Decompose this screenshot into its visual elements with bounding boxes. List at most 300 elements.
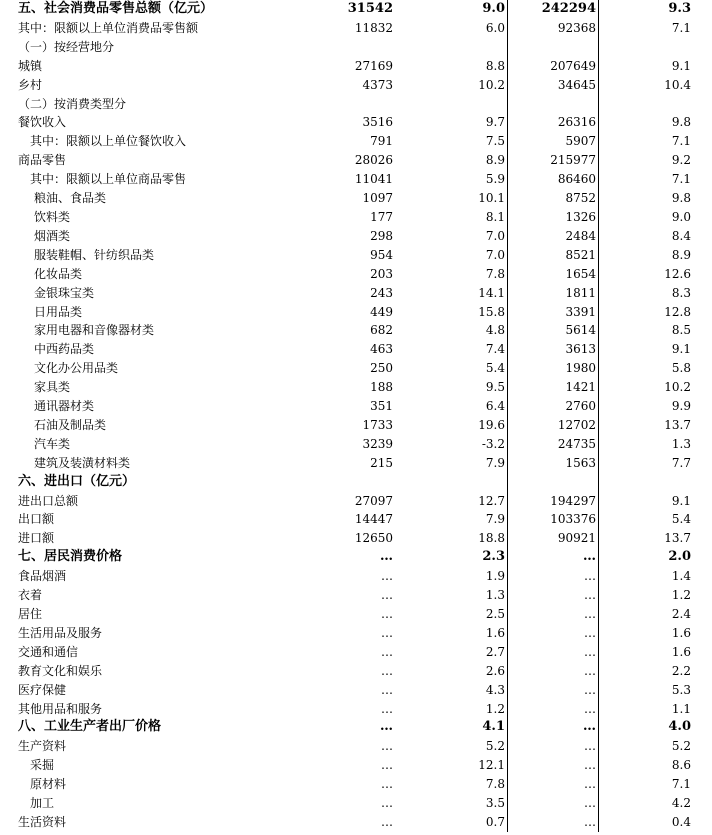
- table-row: [0, 76, 712, 95]
- current-value-cell: 351: [370, 399, 393, 414]
- cumulative-growth-cell: 4.2: [599, 794, 694, 813]
- table-row: [0, 170, 712, 189]
- current-value-cell: 27169: [354, 58, 393, 73]
- spacer-cell: [693, 718, 712, 737]
- table-row: [0, 624, 712, 643]
- spacer-cell: [693, 548, 712, 567]
- cumulative-growth-cell: 9.2: [599, 151, 694, 170]
- table-row: [0, 756, 712, 775]
- cumulative-growth-cell: 8.4: [599, 227, 694, 246]
- current-growth-cell: 15.8: [395, 303, 508, 322]
- spacer-cell: [693, 95, 712, 114]
- cumulative-value-cell: 90921: [557, 531, 596, 546]
- table-row: [0, 454, 712, 473]
- current-value-cell: 188: [370, 380, 393, 395]
- spacer-cell: [693, 151, 712, 170]
- row-label: 其中：限额以上单位消费品零售额: [18, 20, 199, 35]
- table-row: [0, 113, 712, 132]
- table-row: [0, 737, 712, 756]
- table-row: [0, 95, 712, 114]
- cumulative-growth-cell: 1.1: [599, 700, 694, 719]
- row-label: 服装鞋帽、针纺织品类: [34, 247, 155, 262]
- current-growth-cell: 7.0: [395, 227, 508, 246]
- spacer-cell: [693, 57, 712, 76]
- current-growth-cell: 6.4: [395, 397, 508, 416]
- spacer-cell: [693, 284, 712, 303]
- spacer-cell: [693, 567, 712, 586]
- cumulative-growth-cell: 2.4: [599, 605, 694, 624]
- cumulative-growth-cell: 12.6: [599, 265, 694, 284]
- table-row: [0, 681, 712, 700]
- row-label: 其中：限额以上单位商品零售: [30, 172, 187, 187]
- cumulative-growth-cell: 8.3: [599, 284, 694, 303]
- cumulative-growth-cell: 2.2: [599, 662, 694, 681]
- current-value-cell: …: [381, 607, 393, 621]
- spacer-cell: [693, 700, 712, 719]
- row-label: 汽车类: [34, 436, 71, 451]
- cumulative-growth-cell: 7.1: [599, 775, 694, 794]
- spacer-cell: [693, 0, 712, 19]
- spacer-cell: [693, 19, 712, 38]
- row-label: 中西药品类: [34, 342, 95, 357]
- current-value-cell: …: [381, 625, 393, 640]
- spacer-cell: [693, 435, 712, 454]
- row-label: 日用品类: [34, 304, 83, 319]
- cumulative-growth-cell: 9.3: [599, 0, 694, 19]
- spacer-cell: [693, 737, 712, 756]
- current-growth-cell: 7.8: [395, 265, 508, 284]
- cumulative-value-cell: 242294: [541, 1, 596, 16]
- row-label: 化妆品类: [34, 266, 83, 281]
- table-row: [0, 492, 712, 511]
- cumulative-value-cell: 3613: [565, 342, 596, 357]
- row-label: 城镇: [18, 58, 43, 73]
- current-value-cell: 203: [370, 266, 393, 281]
- cumulative-value-cell: [508, 95, 599, 114]
- current-growth-cell: 1.6: [395, 624, 508, 643]
- cumulative-value-cell: 3391: [565, 304, 596, 319]
- row-label: 八、工业生产者出厂价格: [18, 719, 162, 735]
- row-label: 饮料类: [34, 209, 71, 224]
- spacer-cell: [693, 113, 712, 132]
- cumulative-value-cell: 215977: [550, 153, 596, 168]
- cumulative-value-cell: 1421: [565, 380, 596, 395]
- row-label: 交通和通信: [18, 644, 79, 659]
- cumulative-growth-cell: 5.2: [599, 737, 694, 756]
- spacer-cell: [693, 794, 712, 813]
- cumulative-growth-cell: 10.4: [599, 76, 694, 95]
- current-value-cell: 177: [370, 209, 393, 224]
- table-row: [0, 662, 712, 681]
- current-value-cell: 14447: [354, 512, 393, 527]
- row-label: 其中：限额以上单位餐饮收入: [30, 134, 187, 149]
- spacer-cell: [693, 38, 712, 57]
- current-growth-cell: 8.8: [395, 57, 508, 76]
- current-growth-cell: 8.9: [395, 151, 508, 170]
- current-growth-cell: 0.7: [395, 813, 508, 832]
- current-value-cell: 449: [370, 304, 393, 319]
- current-value-cell: …: [380, 549, 393, 565]
- current-value-cell: 463: [370, 342, 393, 357]
- current-value-cell: …: [381, 663, 393, 678]
- current-growth-cell: 14.1: [395, 284, 508, 303]
- cumulative-value-cell: 207649: [550, 58, 596, 73]
- current-growth-cell: 19.6: [395, 416, 508, 435]
- spacer-cell: [693, 510, 712, 529]
- spacer-cell: [693, 681, 712, 700]
- row-label: 加工: [30, 796, 55, 811]
- cumulative-growth-cell: 9.9: [599, 397, 694, 416]
- cumulative-growth-cell: 5.3: [599, 681, 694, 700]
- cumulative-growth-cell: 9.0: [599, 208, 694, 227]
- current-value-cell: …: [381, 569, 393, 584]
- cumulative-value-cell: 8752: [565, 191, 596, 206]
- spacer-cell: [693, 265, 712, 284]
- cumulative-value-cell: …: [584, 607, 596, 621]
- cumulative-growth-cell: 9.1: [599, 57, 694, 76]
- cumulative-growth-cell: 9.1: [599, 492, 694, 511]
- row-label: 进口额: [18, 531, 55, 546]
- current-value-cell: 28026: [354, 153, 393, 168]
- table-row: [0, 19, 712, 38]
- current-growth-cell: -3.2: [395, 435, 508, 454]
- row-label: （一）按经营地分: [18, 39, 115, 54]
- current-growth-cell: 2.3: [395, 548, 508, 567]
- row-label: 家具类: [34, 380, 71, 395]
- spacer-cell: [693, 359, 712, 378]
- spacer-cell: [693, 605, 712, 624]
- row-label: 建筑及装潢材料类: [34, 455, 131, 470]
- current-growth-cell: 5.4: [395, 359, 508, 378]
- current-growth-cell: 9.7: [395, 113, 508, 132]
- current-value-cell: [292, 473, 395, 492]
- row-label: 食品烟酒: [18, 569, 67, 584]
- cumulative-value-cell: …: [583, 719, 596, 735]
- table-row: [0, 38, 712, 57]
- table-row: [0, 548, 712, 567]
- current-growth-cell: 4.8: [395, 321, 508, 340]
- cumulative-growth-cell: 8.5: [599, 321, 694, 340]
- current-growth-cell: 12.7: [395, 492, 508, 511]
- cumulative-growth-cell: [599, 95, 694, 114]
- spacer-cell: [693, 529, 712, 548]
- cumulative-growth-cell: 7.1: [599, 132, 694, 151]
- cumulative-growth-cell: 13.7: [599, 416, 694, 435]
- table-row: [0, 246, 712, 265]
- table-row: [0, 57, 712, 76]
- current-growth-cell: 10.1: [395, 189, 508, 208]
- cumulative-value-cell: [508, 473, 599, 492]
- table-row: [0, 813, 712, 832]
- cumulative-value-cell: 86460: [557, 172, 596, 187]
- table-row: [0, 416, 712, 435]
- current-value-cell: 215: [370, 455, 393, 470]
- table-row: [0, 435, 712, 454]
- spacer-cell: [693, 208, 712, 227]
- current-growth-cell: [395, 473, 508, 492]
- current-growth-cell: 2.5: [395, 605, 508, 624]
- current-value-cell: …: [380, 719, 393, 735]
- cumulative-growth-cell: 1.4: [599, 567, 694, 586]
- current-value-cell: 11041: [354, 172, 393, 187]
- row-label: 烟酒类: [34, 228, 71, 243]
- spacer-cell: [693, 586, 712, 605]
- row-label: 金银珠宝类: [34, 285, 95, 300]
- row-label: 七、居民消费价格: [18, 549, 123, 565]
- current-growth-cell: 8.1: [395, 208, 508, 227]
- row-label: 教育文化和娱乐: [18, 663, 103, 678]
- spacer-cell: [693, 643, 712, 662]
- spacer-cell: [693, 189, 712, 208]
- cumulative-growth-cell: 8.9: [599, 246, 694, 265]
- current-value-cell: …: [381, 682, 393, 697]
- cumulative-value-cell: 12702: [557, 417, 596, 432]
- table-row: [0, 359, 712, 378]
- current-value-cell: 682: [370, 323, 393, 338]
- current-value-cell: 12650: [354, 531, 393, 546]
- cumulative-growth-cell: 1.6: [599, 643, 694, 662]
- cumulative-value-cell: …: [583, 549, 596, 565]
- cumulative-value-cell: 194297: [550, 493, 596, 508]
- row-label: 居住: [18, 607, 43, 621]
- cumulative-growth-cell: [599, 38, 694, 57]
- current-value-cell: 954: [370, 247, 393, 262]
- row-label: 粮油、食品类: [34, 191, 107, 206]
- table-row: [0, 378, 712, 397]
- cumulative-value-cell: 1980: [565, 361, 596, 376]
- current-growth-cell: 7.8: [395, 775, 508, 794]
- cumulative-growth-cell: 5.8: [599, 359, 694, 378]
- cumulative-value-cell: 2760: [565, 399, 596, 414]
- cumulative-value-cell: …: [584, 569, 596, 584]
- current-value-cell: 1097: [362, 191, 393, 206]
- current-value-cell: [292, 95, 395, 114]
- cumulative-value-cell: 5907: [565, 134, 596, 149]
- current-value-cell: …: [381, 644, 393, 659]
- current-value-cell: …: [381, 758, 393, 773]
- current-growth-cell: 6.0: [395, 19, 508, 38]
- row-label: 生活资料: [18, 814, 67, 829]
- cumulative-value-cell: …: [584, 739, 596, 754]
- current-value-cell: 3516: [362, 115, 393, 130]
- current-growth-cell: 10.2: [395, 76, 508, 95]
- spacer-cell: [693, 397, 712, 416]
- cumulative-value-cell: …: [584, 777, 596, 792]
- row-label: 石油及制品类: [34, 417, 107, 432]
- table-row: [0, 700, 712, 719]
- spacer-cell: [693, 813, 712, 832]
- row-label: 通讯器材类: [34, 399, 95, 414]
- spacer-cell: [693, 662, 712, 681]
- table-row: [0, 643, 712, 662]
- cumulative-growth-cell: 1.3: [599, 435, 694, 454]
- row-label: 乡村: [18, 77, 43, 92]
- cumulative-value-cell: 103376: [550, 512, 596, 527]
- row-label: 采掘: [30, 758, 55, 773]
- current-growth-cell: [395, 95, 508, 114]
- cumulative-value-cell: …: [584, 814, 596, 829]
- table-row: [0, 510, 712, 529]
- cumulative-value-cell: …: [584, 588, 596, 603]
- row-label: 生活用品及服务: [18, 625, 103, 640]
- current-value-cell: 243: [370, 285, 393, 300]
- cumulative-growth-cell: 5.4: [599, 510, 694, 529]
- row-label: 文化办公用品类: [34, 361, 119, 376]
- current-growth-cell: 5.2: [395, 737, 508, 756]
- table-row: [0, 303, 712, 322]
- cumulative-growth-cell: 9.8: [599, 189, 694, 208]
- spacer-cell: [693, 756, 712, 775]
- spacer-cell: [693, 303, 712, 322]
- current-growth-cell: 18.8: [395, 529, 508, 548]
- table-row: [0, 794, 712, 813]
- table-row: [0, 321, 712, 340]
- cumulative-value-cell: 8521: [565, 247, 596, 262]
- row-label: 其他用品和服务: [18, 701, 103, 716]
- cumulative-growth-cell: 8.6: [599, 756, 694, 775]
- current-growth-cell: 1.9: [395, 567, 508, 586]
- current-value-cell: 791: [370, 134, 393, 149]
- cumulative-growth-cell: 10.2: [599, 378, 694, 397]
- cumulative-growth-cell: 9.1: [599, 340, 694, 359]
- current-growth-cell: 9.5: [395, 378, 508, 397]
- current-value-cell: [292, 38, 395, 57]
- cumulative-growth-cell: 0.4: [599, 813, 694, 832]
- spacer-cell: [693, 624, 712, 643]
- cumulative-growth-cell: 1.2: [599, 586, 694, 605]
- spacer-cell: [693, 775, 712, 794]
- current-value-cell: 298: [370, 228, 393, 243]
- row-label: 生产资料: [18, 739, 67, 754]
- current-growth-cell: 7.4: [395, 340, 508, 359]
- cumulative-value-cell: 1811: [565, 285, 596, 300]
- current-growth-cell: 4.1: [395, 718, 508, 737]
- cumulative-growth-cell: 1.6: [599, 624, 694, 643]
- row-label: 五、社会消费品零售总额（亿元）: [18, 1, 214, 16]
- current-value-cell: …: [381, 739, 393, 754]
- table-row: [0, 586, 712, 605]
- spacer-cell: [693, 378, 712, 397]
- row-label: 六、进出口（亿元）: [18, 473, 136, 489]
- cumulative-value-cell: 92368: [557, 20, 596, 35]
- current-growth-cell: 9.0: [395, 0, 508, 19]
- cumulative-value-cell: 1563: [565, 455, 596, 470]
- cumulative-growth-cell: 7.1: [599, 19, 694, 38]
- table-row: [0, 151, 712, 170]
- table-row: [0, 529, 712, 548]
- table-row: [0, 189, 712, 208]
- spacer-cell: [693, 246, 712, 265]
- spacer-cell: [693, 416, 712, 435]
- cumulative-value-cell: …: [584, 625, 596, 640]
- cumulative-growth-cell: 7.7: [599, 454, 694, 473]
- spacer-cell: [693, 321, 712, 340]
- current-growth-cell: 3.5: [395, 794, 508, 813]
- cumulative-growth-cell: 2.0: [599, 548, 694, 567]
- cumulative-growth-cell: 7.1: [599, 170, 694, 189]
- row-label: 家用电器和音像器材类: [34, 323, 155, 338]
- cumulative-growth-cell: [599, 473, 694, 492]
- cumulative-value-cell: 34645: [557, 77, 596, 92]
- cumulative-value-cell: 24735: [557, 436, 596, 451]
- cumulative-value-cell: 1654: [565, 266, 596, 281]
- current-value-cell: 11832: [354, 20, 393, 35]
- current-growth-cell: 7.0: [395, 246, 508, 265]
- spacer-cell: [693, 340, 712, 359]
- table-row: [0, 397, 712, 416]
- cumulative-growth-cell: 4.0: [599, 718, 694, 737]
- current-growth-cell: [395, 38, 508, 57]
- cumulative-value-cell: [508, 38, 599, 57]
- current-growth-cell: 5.9: [395, 170, 508, 189]
- current-value-cell: …: [381, 588, 393, 603]
- cumulative-value-cell: …: [584, 758, 596, 773]
- current-value-cell: 250: [370, 361, 393, 376]
- table-row: [0, 284, 712, 303]
- spacer-cell: [693, 492, 712, 511]
- row-label: 原材料: [30, 777, 67, 792]
- spacer-cell: [693, 170, 712, 189]
- table-row: [0, 227, 712, 246]
- cumulative-value-cell: …: [584, 796, 596, 811]
- cumulative-growth-cell: 9.8: [599, 113, 694, 132]
- cumulative-value-cell: …: [584, 663, 596, 678]
- table-row: [0, 473, 712, 492]
- row-label: （二）按消费类型分: [18, 96, 127, 111]
- cumulative-value-cell: …: [584, 644, 596, 659]
- spacer-cell: [693, 454, 712, 473]
- table-row: [0, 718, 712, 737]
- row-label: 衣着: [18, 588, 43, 603]
- table-row: [0, 132, 712, 151]
- table-row: [0, 265, 712, 284]
- table-row: [0, 775, 712, 794]
- row-label: 餐饮收入: [18, 115, 67, 130]
- row-label: 出口额: [18, 512, 55, 527]
- spacer-cell: [693, 132, 712, 151]
- cumulative-value-cell: …: [584, 701, 596, 716]
- spacer-cell: [693, 227, 712, 246]
- table-row: [0, 208, 712, 227]
- current-value-cell: 31542: [347, 1, 393, 16]
- cumulative-value-cell: …: [584, 682, 596, 697]
- current-value-cell: 4373: [362, 77, 393, 92]
- current-value-cell: 27097: [354, 493, 393, 508]
- row-label: 商品零售: [18, 153, 67, 168]
- current-growth-cell: 7.9: [395, 510, 508, 529]
- table-row: [0, 0, 712, 19]
- current-growth-cell: 7.9: [395, 454, 508, 473]
- current-value-cell: 1733: [362, 417, 393, 432]
- current-growth-cell: 4.3: [395, 681, 508, 700]
- current-growth-cell: 1.2: [395, 700, 508, 719]
- table-row: [0, 340, 712, 359]
- current-value-cell: …: [381, 777, 393, 792]
- spacer-cell: [693, 473, 712, 492]
- table-row: [0, 567, 712, 586]
- cumulative-value-cell: 26316: [557, 115, 596, 130]
- current-growth-cell: 1.3: [395, 586, 508, 605]
- spacer-cell: [693, 76, 712, 95]
- table-row: [0, 605, 712, 624]
- cumulative-value-cell: 5614: [565, 323, 596, 338]
- cumulative-value-cell: 2484: [565, 228, 596, 243]
- current-value-cell: …: [381, 701, 393, 716]
- current-growth-cell: 12.1: [395, 756, 508, 775]
- cumulative-growth-cell: 12.8: [599, 303, 694, 322]
- row-label: 进出口总额: [18, 493, 79, 508]
- current-growth-cell: 7.5: [395, 132, 508, 151]
